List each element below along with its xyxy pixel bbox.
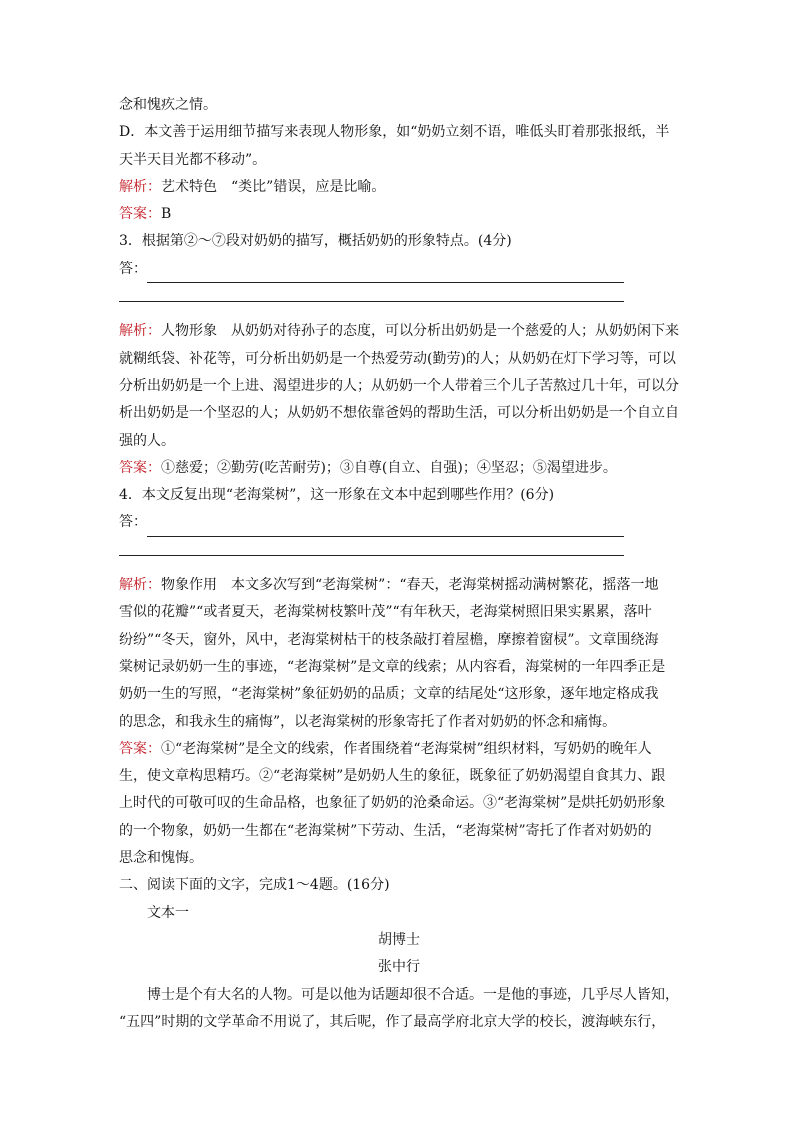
q3-analysis-line: 强的人。 (119, 432, 175, 449)
analysis-line: 解析：艺术特色 “类比”错误，应是比喻。 (119, 178, 386, 195)
answer-blank-row-2 (119, 283, 679, 310)
answer-label: 答案： (119, 459, 161, 476)
answer-blank-row-2 (119, 537, 679, 564)
answer-blank[interactable] (147, 264, 624, 283)
question-4: 4．本文反复出现“老海棠树”，这一形象在文本中起到哪些作用？(6分) (119, 487, 555, 504)
q4-analysis-line: 的思念，和我永生的痛悔”，以老海棠树的形象寄托了作者对奶奶的怀念和痛悔。 (119, 713, 617, 730)
q4-analysis-line: 纷纷”“冬天，窗外，风中，老海棠树枯干的枝条敲打着屋檐，摩擦着窗棂”。文章围绕海 (119, 631, 659, 648)
q3-analysis-line: 解析：人物形象 从奶奶对待孙子的态度，可以分析出奶奶是一个慈爱的人；从奶奶闲下来 (119, 323, 679, 340)
answer-prompt: 答： (119, 514, 147, 531)
q3-answer-line: 答案：①慈爱；②勤劳(吃苦耐劳)；③自尊(自立、自强)；④坚忍；⑤渴望进步。 (119, 459, 617, 476)
document-body (119, 92, 679, 1036)
article-author: 张中行 (378, 959, 420, 976)
answer-line: 答案：B (119, 206, 172, 223)
question-3: 3．根据第②～⑦段对奶奶的描写，概括奶奶的形象特点。(4分) (119, 233, 512, 250)
answer-blank-row (119, 256, 679, 283)
answer-blank-row (119, 509, 679, 536)
answer-blank[interactable] (119, 555, 624, 556)
answer-label: 答案： (119, 206, 161, 223)
analysis-label: 解析： (119, 323, 161, 340)
analysis-label: 解析： (119, 577, 161, 594)
q3-analysis-line: 就糊纸袋、补花等，可分析出奶奶是一个热爱劳动(勤劳)的人；从奶奶在灯下学习等，可以 (119, 350, 676, 367)
q4-analysis-line: 棠树记录奶奶一生的事迹，“老海棠树”是文章的线索；从内容看，海棠树的一年四季正是 (119, 658, 666, 675)
q3-analysis-line: 分析出奶奶是一个上进、渴望进步的人；从奶奶一个人带着三个儿子苦熬过几十年，可以分 (119, 377, 679, 394)
text-label: 文本一 (147, 904, 189, 921)
answer-blank[interactable] (147, 518, 624, 537)
q4-answer-line: 生，使文章构思精巧。②“老海棠树”是奶奶人生的象征，既象征了奶奶渴望自食其力、跟 (119, 768, 666, 785)
option-d-line-1: D．本文善于运用细节描写来表现人物形象，如“奶奶立刻不语，唯低头盯着那张报纸，半 (119, 124, 670, 141)
article-title: 胡博士 (378, 931, 420, 948)
q4-answer-line: 上时代的可敬可叹的生命品格，也象征了奶奶的沧桑命运。③“老海棠树”是烘托奶奶形象 (119, 795, 666, 812)
text-line: 念和愧疚之情。 (119, 97, 217, 113)
q4-answer-line: 的一个物象，奶奶一生都在“老海棠树”下劳动、生活，“老海棠树”寄托了作者对奶奶的 (119, 822, 652, 839)
q4-answer-line: 答案：①“老海棠树”是全文的线索，作者围绕着“老海棠树”组织材料，写奶奶的晚年人 (119, 740, 652, 757)
answer-prompt: 答： (119, 260, 147, 277)
section-heading: 二、阅读下面的文字，完成1～4题。(16分) (119, 877, 390, 894)
article-paragraph: “五四”时期的文学革命不用说了，其后呢，作了最高学府北京大学的校长，渡海峡东行， (119, 1013, 666, 1030)
answer-label: 答案： (119, 740, 161, 757)
q4-answer-line: 思念和愧悔。 (119, 850, 203, 867)
q3-analysis-line: 析出奶奶是一个坚忍的人；从奶奶不想依靠爸妈的帮助生活，可以分析出奶奶是一个自立自 (119, 405, 679, 422)
analysis-label: 解析： (119, 178, 161, 195)
q4-analysis-line: 解析：物象作用 本文多次写到“老海棠树”：“春天，老海棠树摇动满树繁花，摇落一地 (119, 577, 659, 594)
article-paragraph: 博士是个有大名的人物。可是以他为话题却很不合适。一是他的事迹，几乎尽人皆知， (147, 986, 679, 1003)
q4-analysis-line: 奶奶一生的写照，“老海棠树”象征奶奶的品质；文章的结尾处“这形象，逐年地定格成我 (119, 686, 659, 703)
q4-analysis-line: 雪似的花瓣”“或者夏天，老海棠树枝繁叶茂”“有年秋天，老海棠树照旧果实累累，落叶 (119, 604, 652, 621)
option-d-line-2: 天半天目光都不移动”。 (119, 151, 267, 168)
answer-blank[interactable] (119, 301, 624, 302)
